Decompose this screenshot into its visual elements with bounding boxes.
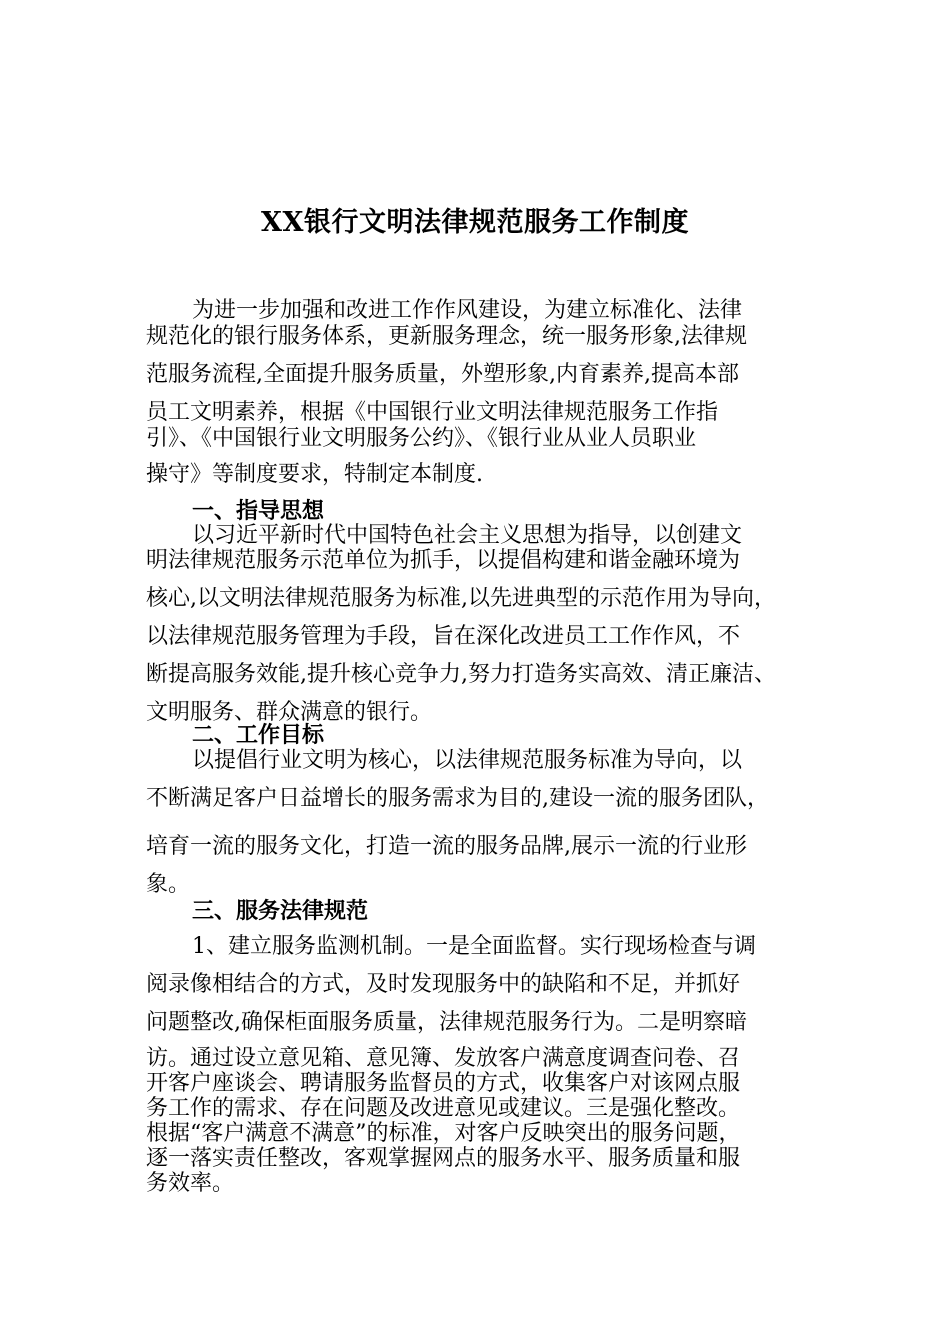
intro-line-2: 规范化的银行服务体系，更新服务理念，统一服务形象,法律规 — [146, 324, 747, 349]
section2-line-4: 象。 — [146, 872, 191, 897]
section3-line-1: 1、建立服务监测机制。一是全面监督。实行现场检查与调 — [192, 934, 756, 959]
intro-line-5: 引》、《中国银行业文明服务公约》、《银行业从业人员职业 — [146, 426, 697, 451]
intro-line-6: 操守》等制度要求，特制定本制度. — [146, 462, 483, 487]
section1-line-4: 以法律规范服务管理为手段，旨在深化改进员工工作作风，不 — [146, 624, 741, 649]
section1-line-1: 以习近平新时代中国特色社会主义思想为指导，以创建文 — [192, 523, 743, 548]
section3-line-5: 开客户座谈会、聘请服务监督员的方式，收集客户对该网点服 — [146, 1071, 741, 1096]
section1-line-2: 明法律规范服务示范单位为抓手，以提倡构建和谐金融环境为 — [146, 548, 741, 573]
intro-line-1: 为进一步加强和改进工作作风建设，为建立标准化、法律 — [192, 298, 743, 323]
section-heading-1: 一、指导思想 — [192, 498, 325, 524]
document-title: XX银行文明法律规范服务工作制度 — [261, 207, 689, 238]
section3-line-2: 阅录像相结合的方式，及时发现服务中的缺陷和不足，并抓好 — [146, 972, 741, 997]
intro-line-3: 范服务流程,全面提升服务质量，外塑形象,内育素养,提高本部 — [146, 362, 739, 387]
section3-line-6: 务工作的需求、存在问题及改进意见或建议。三是强化整改。 — [146, 1096, 741, 1121]
section-heading-3: 三、服务法律规范 — [192, 898, 369, 924]
section1-line-3: 核心,以文明法律规范服务为标准,以先进典型的示范作用为导向， — [146, 586, 776, 611]
section3-line-7: 根据“客户满意不满意”的标准，对客户反映突出的服务问题， — [146, 1121, 741, 1146]
section2-line-2: 不断满足客户日益增长的服务需求为目的,建设一流的服务团队， — [146, 786, 769, 811]
section2-line-1: 以提倡行业文明为核心，以法律规范服务标准为导向，以 — [192, 748, 743, 773]
section3-line-3: 问题整改,确保柜面服务质量，法律规范服务行为。二是明察暗 — [146, 1010, 747, 1035]
section1-line-5: 断提高服务效能,提升核心竞争力,努力打造务实高效、清正廉洁、 — [146, 662, 776, 687]
section3-line-8: 逐一落实责任整改，客观掌握网点的服务水平、服务质量和服 — [146, 1146, 741, 1171]
section2-line-3: 培育一流的服务文化，打造一流的服务品牌,展示一流的行业形 — [146, 834, 747, 859]
section1-line-6: 文明服务、群众满意的银行。 — [146, 700, 433, 725]
section3-line-9: 务效率。 — [146, 1171, 235, 1196]
intro-line-4: 员工文明素养，根据《中国银行业文明法律规范服务工作指 — [146, 400, 719, 425]
section-heading-2: 二、工作目标 — [192, 722, 325, 748]
section3-line-4: 访。通过设立意见箱、意见簿、发放客户满意度调查问卷、召 — [146, 1046, 741, 1071]
